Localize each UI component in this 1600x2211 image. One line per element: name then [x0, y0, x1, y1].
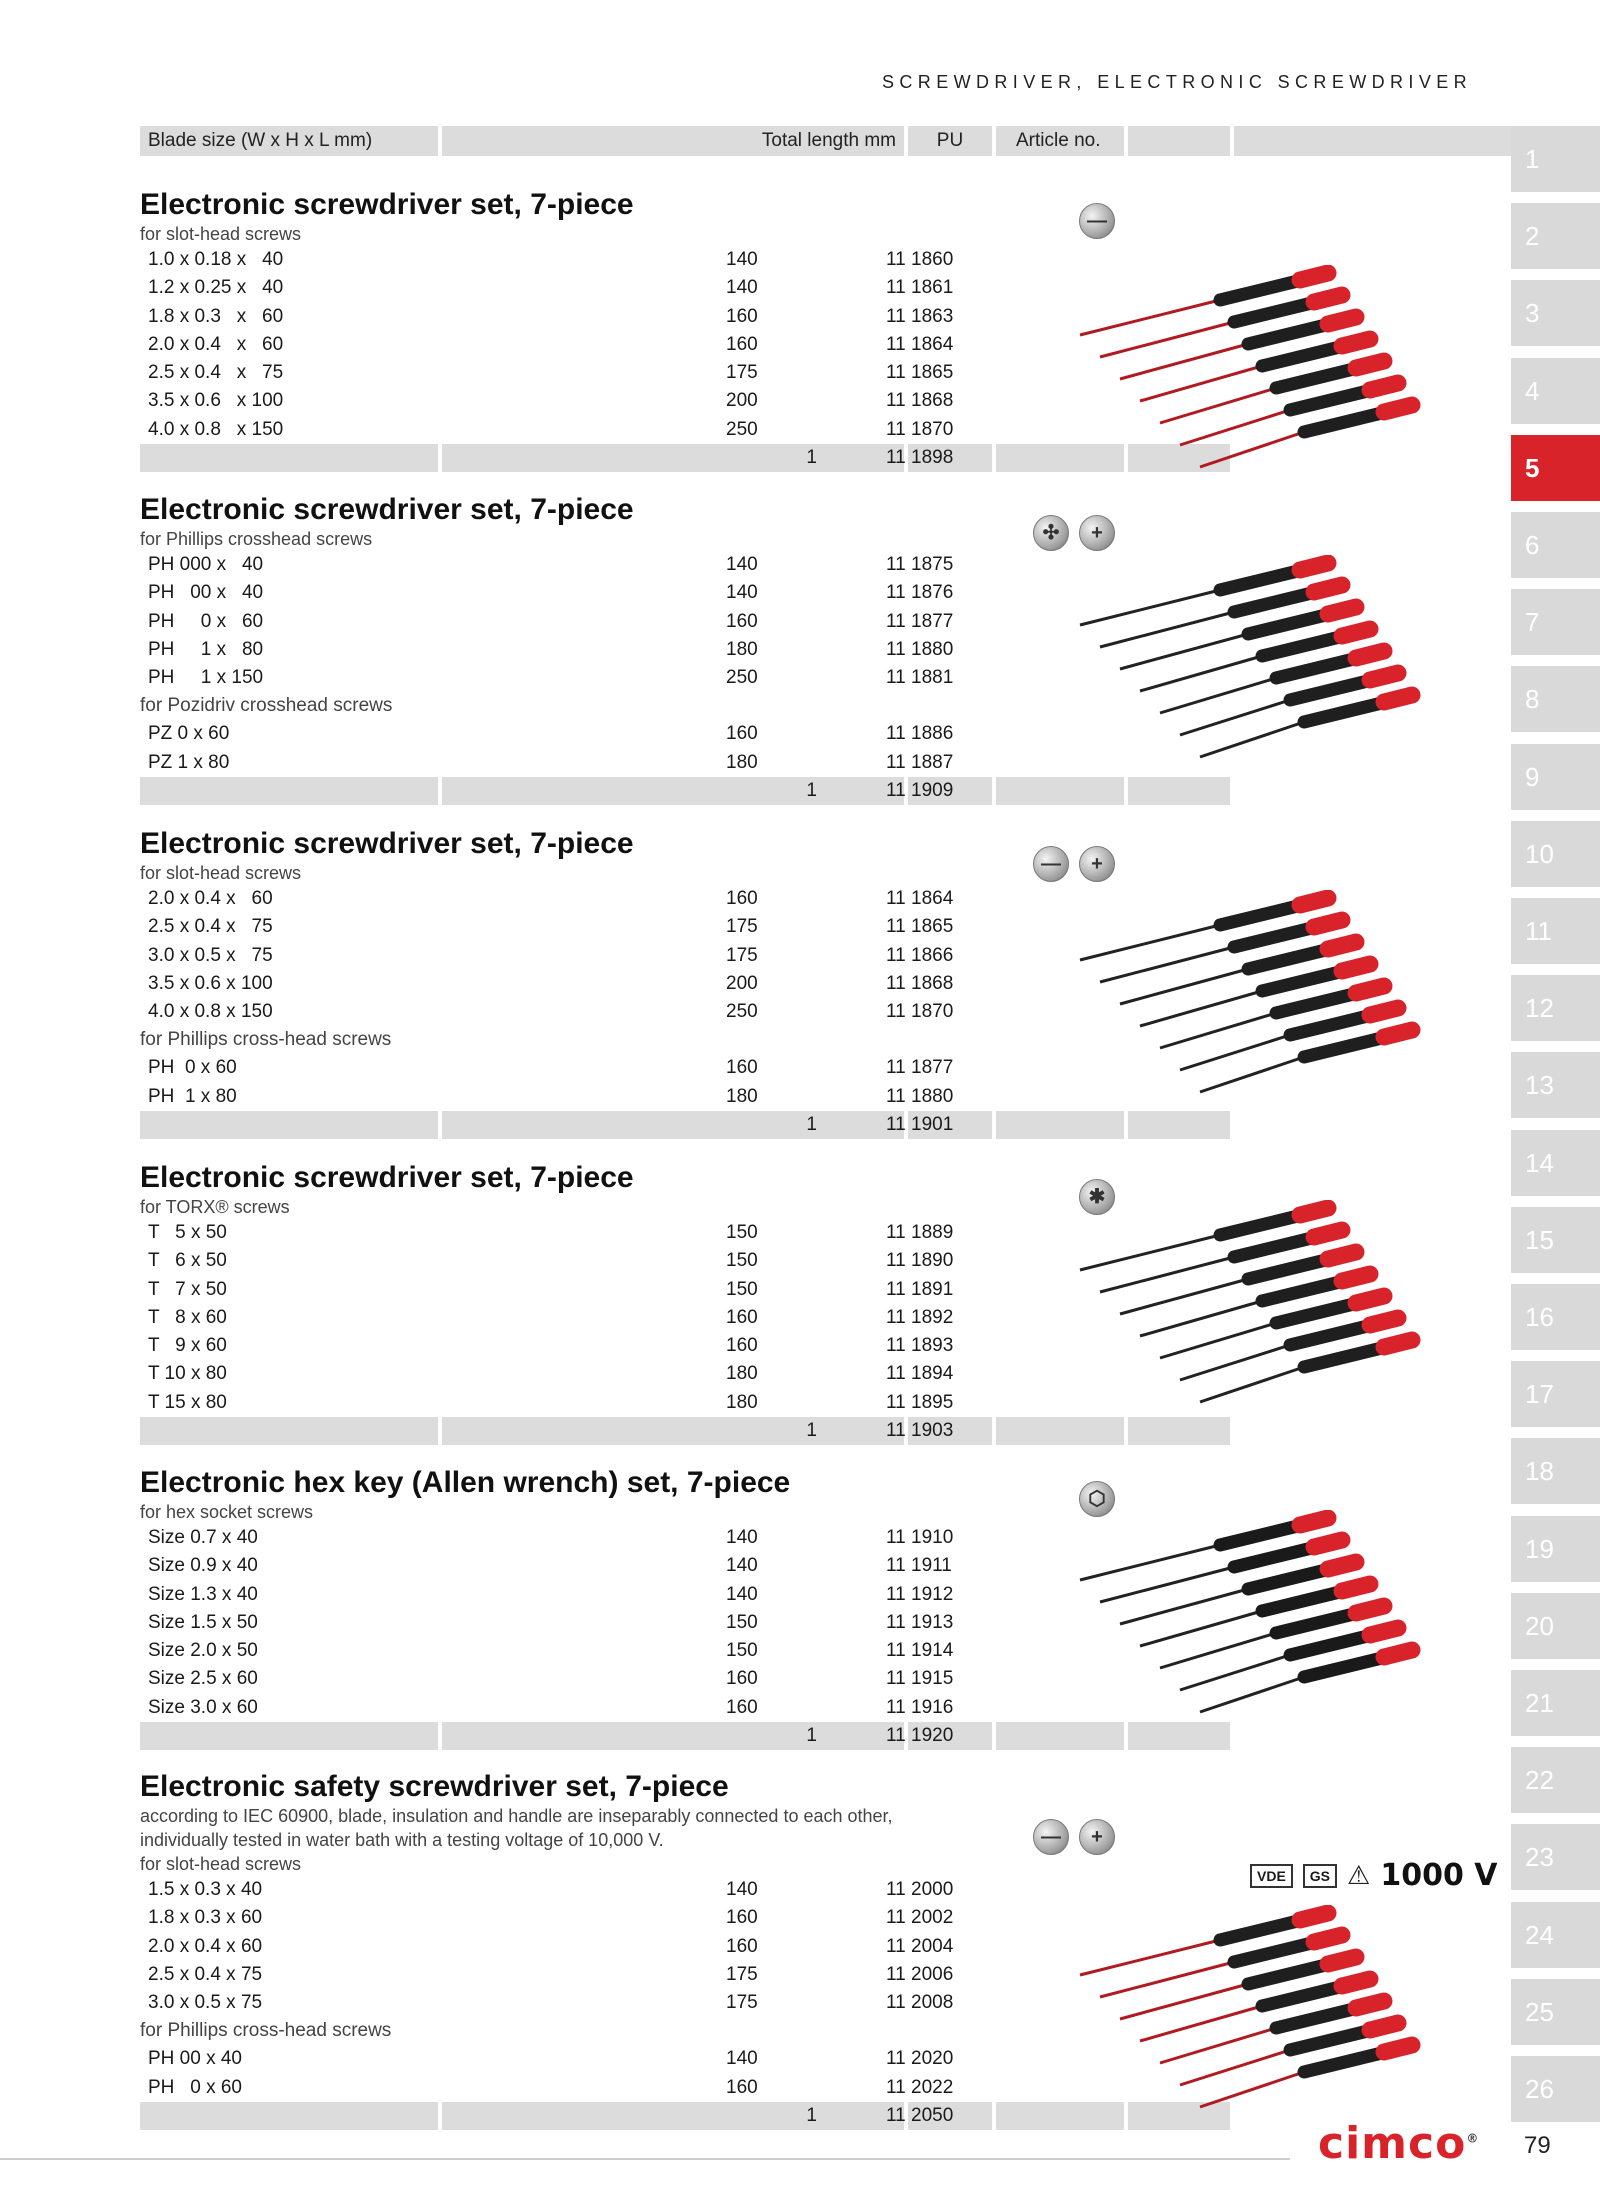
- blade-size: PH 00 x 40: [148, 2048, 242, 2070]
- table-row: [140, 1332, 1100, 1360]
- gs-badge: GS: [1303, 1864, 1337, 1888]
- section-note: for slot-head screws: [140, 224, 302, 244]
- page-number: 79: [1524, 2132, 1551, 2159]
- total-length: 250: [726, 418, 758, 440]
- total-length: 160: [726, 1335, 758, 1357]
- article-number: 11 1864: [886, 888, 954, 909]
- total-length: 150: [726, 1278, 758, 1300]
- chapter-tab-20[interactable]: 20: [1511, 1593, 1600, 1659]
- chapter-tab-7[interactable]: 7: [1511, 589, 1600, 655]
- table-row: [140, 359, 1100, 387]
- article-number: 11 1891: [886, 1278, 954, 1300]
- section-note: for Phillips crosshead screws: [140, 529, 373, 549]
- article-number: 11 1861: [886, 277, 954, 299]
- blade-size: Size 0.7 x 40: [148, 1527, 258, 1548]
- set-article-number: 11 1909: [886, 780, 954, 802]
- blade-size: Size 0.9 x 40: [148, 1555, 258, 1577]
- blade-size: T 7 x 50: [148, 1278, 227, 1300]
- total-length: 160: [726, 1696, 758, 1718]
- article-number: 11 1877: [886, 610, 954, 632]
- chapter-tab-26[interactable]: 26: [1511, 2056, 1600, 2122]
- total-row-bar: [1128, 1417, 1230, 1445]
- blade-size: Size 2.0 x 50: [148, 1640, 258, 1662]
- total-length: 140: [726, 1879, 758, 1900]
- table-row: [140, 1581, 1100, 1609]
- blade-size: PH 000 x 40: [148, 554, 264, 575]
- table-row: [140, 1933, 1100, 1961]
- screwdriver: [1200, 1650, 1412, 1712]
- article-number: 11 1912: [886, 1583, 954, 1605]
- set-article-number: 11 1898: [886, 447, 954, 469]
- table-row: [140, 1961, 1100, 1989]
- total-length: 160: [726, 888, 758, 909]
- article-number: 11 1875: [886, 554, 954, 575]
- column-blank-1: [1128, 126, 1230, 156]
- blade-size: PZ 0 x 60: [148, 723, 230, 745]
- product-section: [140, 827, 1100, 1139]
- total-length: 160: [726, 723, 758, 745]
- table-row: [140, 970, 1100, 998]
- article-number: 11 2022: [886, 2076, 954, 2098]
- blade-size: 3.0 x 0.5 x 75: [148, 944, 273, 966]
- set-total-row: [140, 1417, 1100, 1445]
- total-length: 140: [726, 1527, 758, 1548]
- set-pu: 1: [806, 1114, 817, 1136]
- table-row: [140, 664, 1100, 692]
- blade-size: PH 00 x 40: [148, 582, 264, 604]
- phillips-screw-icon: +: [1079, 1819, 1115, 1855]
- blade-size: 3.5 x 0.6 x 100: [148, 972, 273, 994]
- article-number: 11 1880: [886, 638, 954, 660]
- table-row: [140, 1276, 1100, 1304]
- total-length: 160: [726, 1907, 758, 1929]
- product-section: [140, 1161, 1100, 1445]
- product-section: [140, 493, 1100, 805]
- article-number: 11 1914: [886, 1640, 954, 1662]
- table-row: [140, 2074, 1100, 2102]
- vde-badge: VDE: [1250, 1864, 1293, 1888]
- table-row: [140, 416, 1100, 444]
- table-row: [140, 1665, 1100, 1693]
- set-total-row: [140, 2102, 1100, 2130]
- table-row: [140, 1609, 1100, 1637]
- table-row: [140, 1989, 1100, 2017]
- total-length: 160: [726, 1668, 758, 1690]
- article-number: 11 1880: [886, 1085, 954, 1107]
- blade-size: 1.2 x 0.25 x 40: [148, 277, 284, 299]
- table-row: [140, 1389, 1100, 1417]
- chapter-tab-11[interactable]: 11: [1511, 898, 1600, 964]
- slot-head-screw-icon: —: [1033, 1819, 1069, 1855]
- blade-size: 2.0 x 0.4 x 60: [148, 1935, 263, 1957]
- chapter-tab-2[interactable]: 2: [1511, 203, 1600, 269]
- article-number: 11 1864: [886, 333, 954, 355]
- set-article-number: 11 1901: [886, 1114, 954, 1136]
- blade-size: 4.0 x 0.8 x 150: [148, 1001, 273, 1023]
- section-title: Electronic hex key (Allen wrench) set, 7-piece: [140, 1466, 791, 1499]
- screw-type-icons: [1033, 1819, 1115, 1855]
- blade-size: PH 0 x 60: [148, 1057, 237, 1079]
- blade-size: Size 3.0 x 60: [148, 1696, 258, 1718]
- total-length: 160: [726, 610, 758, 632]
- blade-size: PH 0 x 60: [148, 2076, 242, 2098]
- set-pu: 1: [806, 447, 817, 469]
- total-length: 250: [726, 1001, 758, 1023]
- article-number: 11 1895: [886, 1391, 954, 1413]
- table-row: [140, 1054, 1100, 1082]
- blade-size: Size 1.5 x 50: [148, 1611, 258, 1633]
- table-row: [140, 998, 1100, 1026]
- product-section: [140, 188, 1100, 472]
- section-note: for hex socket screws: [140, 1502, 314, 1522]
- blade-size: 3.0 x 0.5 x 75: [148, 1992, 263, 2014]
- chapter-tab-25[interactable]: 25: [1511, 1979, 1600, 2045]
- table-row: [140, 1524, 1100, 1552]
- table-row: [140, 331, 1100, 359]
- blade-size: 2.0 x 0.4 x 60: [148, 333, 284, 355]
- article-number: 11 1865: [886, 916, 954, 938]
- chapter-tab-13[interactable]: 13: [1511, 1052, 1600, 1118]
- table-row: [140, 1360, 1100, 1388]
- table-row: [140, 2045, 1100, 2073]
- table-row: [140, 551, 1100, 579]
- screw-type-icons: [1033, 846, 1115, 882]
- table-row: [140, 749, 1100, 777]
- phillips-screw-icon: +: [1079, 515, 1115, 551]
- total-length: 140: [726, 2048, 758, 2070]
- table-row: [140, 1219, 1100, 1247]
- table-row: [140, 1552, 1100, 1580]
- chapter-tab-15[interactable]: 15: [1511, 1207, 1600, 1273]
- blade-size: 2.5 x 0.4 x 75: [148, 362, 284, 384]
- blade-size: 2.5 x 0.4 x 75: [148, 916, 273, 938]
- group-label: for Pozidriv crosshead screws: [140, 695, 393, 717]
- article-number: 11 1860: [886, 249, 954, 270]
- total-length: 140: [726, 277, 758, 299]
- table-row: [140, 1247, 1100, 1275]
- article-number: 11 2006: [886, 1963, 954, 1985]
- section-note: for TORX® screws: [140, 1197, 290, 1217]
- article-number: 11 1868: [886, 972, 954, 994]
- table-row: [140, 579, 1100, 607]
- chapter-tab-12[interactable]: 12: [1511, 975, 1600, 1041]
- screwdriver-set-image: [1070, 1200, 1470, 1410]
- screw-type-icons: [1079, 203, 1115, 239]
- screwdriver-set-image: [1070, 555, 1470, 765]
- total-length: 160: [726, 333, 758, 355]
- total-length: 200: [726, 972, 758, 994]
- total-length: 175: [726, 916, 758, 938]
- article-number: 11 1876: [886, 582, 954, 604]
- set-article-number: 11 1903: [886, 1420, 954, 1442]
- screwdriver: [1200, 695, 1412, 757]
- total-length: 150: [726, 1250, 758, 1272]
- article-number: 11 1881: [886, 667, 954, 689]
- article-number: 11 1868: [886, 390, 954, 412]
- set-pu: 1: [806, 1420, 817, 1442]
- article-number: 11 1916: [886, 1696, 954, 1718]
- chapter-tab-8[interactable]: 8: [1511, 666, 1600, 732]
- chapter-tab-19[interactable]: 19: [1511, 1516, 1600, 1582]
- section-title: Electronic screwdriver set, 7-piece: [140, 493, 634, 526]
- section-note: individually tested in water bath with a testing voltage of 10,000 V.: [140, 1830, 664, 1850]
- table-row: [140, 913, 1100, 941]
- total-length: 175: [726, 1963, 758, 1985]
- set-article-number: 11 1920: [886, 1725, 954, 1747]
- total-row-bar: [996, 777, 1124, 805]
- chapter-tab-14[interactable]: 14: [1511, 1130, 1600, 1196]
- table-row: [140, 246, 1100, 274]
- footer-line: [0, 2158, 1290, 2160]
- section-title: Electronic screwdriver set, 7-piece: [140, 1161, 634, 1194]
- total-length: 160: [726, 1057, 758, 1079]
- total-row-bar: [1128, 1111, 1230, 1139]
- blade-size: 1.5 x 0.3 x 40: [148, 1879, 263, 1900]
- total-length: 160: [726, 305, 758, 327]
- blade-size: T 6 x 50: [148, 1250, 227, 1272]
- article-number: 11 1893: [886, 1335, 954, 1357]
- chapter-tab-10[interactable]: 10: [1511, 821, 1600, 887]
- chapter-tab-21[interactable]: 21: [1511, 1670, 1600, 1736]
- chapter-tab-23[interactable]: 23: [1511, 1824, 1600, 1890]
- table-row: [140, 1876, 1100, 1904]
- screwdriver-set-image: [1070, 1905, 1470, 2115]
- article-number: 11 1894: [886, 1363, 954, 1385]
- chapter-tab-5[interactable]: 5: [1511, 435, 1600, 501]
- blade-size: 3.5 x 0.6 x 100: [148, 390, 284, 412]
- table-row: [140, 1304, 1100, 1332]
- total-length: 150: [726, 1611, 758, 1633]
- set-total-row: [140, 444, 1100, 472]
- total-row-bar: [1128, 777, 1230, 805]
- chapter-tab-9[interactable]: 9: [1511, 744, 1600, 810]
- section-title: Electronic screwdriver set, 7-piece: [140, 188, 634, 221]
- column-article: Article no.: [996, 126, 1124, 156]
- table-row: [140, 1083, 1100, 1111]
- blade-size: T 10 x 80: [148, 1363, 227, 1385]
- article-number: 11 1913: [886, 1611, 954, 1633]
- total-length: 180: [726, 1391, 758, 1413]
- set-pu: 1: [806, 2105, 817, 2127]
- set-total-row: [140, 1722, 1100, 1750]
- page-header: SCREWDRIVER, ELECTRONIC SCREWDRIVER: [882, 72, 1473, 92]
- total-row-bar: [996, 1111, 1124, 1139]
- blade-size: 2.5 x 0.4 x 75: [148, 1963, 263, 1985]
- table-row: [140, 636, 1100, 664]
- table-row: [140, 942, 1100, 970]
- pozidriv-screw-icon: ✣: [1033, 515, 1069, 551]
- chapter-tab-3[interactable]: 3: [1511, 280, 1600, 346]
- chapter-tab-16[interactable]: 16: [1511, 1284, 1600, 1350]
- table-row: [140, 387, 1100, 415]
- total-length: 250: [726, 667, 758, 689]
- total-length: 175: [726, 362, 758, 384]
- table-row: [140, 303, 1100, 331]
- article-number: 11 1887: [886, 751, 954, 773]
- total-length: 160: [726, 1306, 758, 1328]
- set-total-row: [140, 777, 1100, 805]
- column-length: Total length mm: [442, 126, 904, 156]
- total-length: 140: [726, 1555, 758, 1577]
- set-total-row: [140, 1111, 1100, 1139]
- article-number: 11 2000: [886, 1879, 954, 1900]
- chapter-tab-17[interactable]: 17: [1511, 1361, 1600, 1427]
- set-article-number: 11 2050: [886, 2105, 954, 2127]
- group-label: for Phillips cross-head screws: [140, 2020, 392, 2042]
- total-length: 180: [726, 751, 758, 773]
- table-row: [140, 1637, 1100, 1665]
- screwdriver-set-image: [1070, 265, 1470, 475]
- total-length: 140: [726, 249, 758, 270]
- blade-size: Size 1.3 x 40: [148, 1583, 258, 1605]
- blade-size: PH 1 x 80: [148, 638, 264, 660]
- set-pu: 1: [806, 780, 817, 802]
- blade-size: T 8 x 60: [148, 1306, 227, 1328]
- hex-socket-screw-icon: ⬡: [1079, 1481, 1115, 1517]
- set-pu: 1: [806, 1725, 817, 1747]
- chapter-tab-6[interactable]: 6: [1511, 512, 1600, 578]
- slot-head-screw-icon: —: [1033, 846, 1069, 882]
- group-label: for Phillips cross-head screws: [140, 1029, 392, 1051]
- article-number: 11 2004: [886, 1935, 954, 1957]
- total-length: 140: [726, 1583, 758, 1605]
- phillips-screw-icon: +: [1079, 846, 1115, 882]
- total-length: 180: [726, 1363, 758, 1385]
- article-number: 11 1870: [886, 418, 954, 440]
- blade-size: 1.8 x 0.3 x 60: [148, 1907, 263, 1929]
- total-row-bar: [996, 1417, 1124, 1445]
- article-number: 11 1877: [886, 1057, 954, 1079]
- article-number: 11 1890: [886, 1250, 954, 1272]
- screwdriver: [1200, 2045, 1412, 2107]
- article-number: 11 1870: [886, 1001, 954, 1023]
- blade-size: PH 1 x 150: [148, 667, 264, 689]
- total-length: 150: [726, 1222, 758, 1243]
- section-title: Electronic safety screwdriver set, 7-piece: [140, 1770, 729, 1803]
- total-length: 175: [726, 944, 758, 966]
- screwdriver-set-image: [1070, 890, 1470, 1100]
- article-number: 11 1911: [886, 1555, 952, 1577]
- blade-size: T 9 x 60: [148, 1335, 227, 1357]
- total-length: 160: [726, 1935, 758, 1957]
- blade-size: 1.8 x 0.3 x 60: [148, 305, 284, 327]
- voltage-rating: 1000 V: [1380, 1858, 1498, 1893]
- chapter-tab-22[interactable]: 22: [1511, 1747, 1600, 1813]
- blade-size: Size 2.5 x 60: [148, 1668, 258, 1690]
- article-number: 11 1915: [886, 1668, 954, 1690]
- total-length: 180: [726, 1085, 758, 1107]
- article-number: 11 1865: [886, 362, 954, 384]
- total-length: 175: [726, 1992, 758, 2014]
- slot-head-screw-icon: —: [1079, 203, 1115, 239]
- high-voltage-triangle-icon: ⚠: [1347, 1860, 1371, 1890]
- column-pu: PU: [908, 126, 992, 156]
- total-length: 160: [726, 2076, 758, 2098]
- certification-marks: [1250, 1858, 1498, 1893]
- table-row: [140, 1694, 1100, 1722]
- total-length: 150: [726, 1640, 758, 1662]
- section-title: Electronic screwdriver set, 7-piece: [140, 827, 634, 860]
- section-note: according to IEC 60900, blade, insulation and handle are inseparably connected to each other,: [140, 1806, 893, 1826]
- total-length: 200: [726, 390, 758, 412]
- total-length: 140: [726, 582, 758, 604]
- blade-size: 2.0 x 0.4 x 60: [148, 888, 273, 909]
- blade-size: T 5 x 50: [148, 1222, 227, 1243]
- table-row: [140, 1904, 1100, 1932]
- product-section: [140, 1770, 1100, 2130]
- chapter-tab-1[interactable]: 1: [1511, 126, 1600, 192]
- article-number: 11 1889: [886, 1222, 954, 1243]
- section-note: for slot-head screws: [140, 863, 302, 883]
- article-number: 11 1866: [886, 944, 954, 966]
- article-number: 11 2020: [886, 2048, 954, 2070]
- table-row: [140, 720, 1100, 748]
- blade-size: PH 1 x 80: [148, 1085, 237, 1107]
- total-length: 140: [726, 554, 758, 575]
- column-blade: Blade size (W x H x L mm): [140, 126, 438, 156]
- chapter-tab-4[interactable]: 4: [1511, 358, 1600, 424]
- blade-size: PZ 1 x 80: [148, 751, 230, 773]
- blade-size: PH 0 x 60: [148, 610, 264, 632]
- total-row-bar: [1128, 1722, 1230, 1750]
- total-row-bar: [996, 1722, 1124, 1750]
- cimco-logo: cimco®: [1318, 2118, 1480, 2169]
- total-length: 180: [726, 638, 758, 660]
- article-number: 11 1886: [886, 723, 954, 745]
- blade-size: 1.0 x 0.18 x 40: [148, 249, 284, 270]
- article-number: 11 1863: [886, 305, 954, 327]
- table-row: [140, 274, 1100, 302]
- article-number: 11 2008: [886, 1992, 954, 2014]
- section-note: for slot-head screws: [140, 1854, 302, 1874]
- article-number: 11 1910: [886, 1527, 954, 1548]
- table-row: [140, 608, 1100, 636]
- blade-size: 4.0 x 0.8 x 150: [148, 418, 284, 440]
- blade-size: T 15 x 80: [148, 1391, 227, 1413]
- screwdriver: [1200, 1030, 1412, 1092]
- article-number: 11 2002: [886, 1907, 954, 1929]
- table-row: [140, 885, 1100, 913]
- column-header-bar: [140, 126, 1460, 156]
- screw-type-icons: [1033, 515, 1115, 551]
- article-number: 11 1892: [886, 1306, 954, 1328]
- screwdriver: [1200, 405, 1412, 467]
- screwdriver-set-image: [1070, 1510, 1470, 1720]
- torx-screw-icon: ✱: [1079, 1179, 1115, 1215]
- chapter-tab-24[interactable]: 24: [1511, 1902, 1600, 1968]
- product-section: [140, 1466, 1100, 1750]
- chapter-tab-18[interactable]: 18: [1511, 1438, 1600, 1504]
- screwdriver: [1200, 1340, 1412, 1402]
